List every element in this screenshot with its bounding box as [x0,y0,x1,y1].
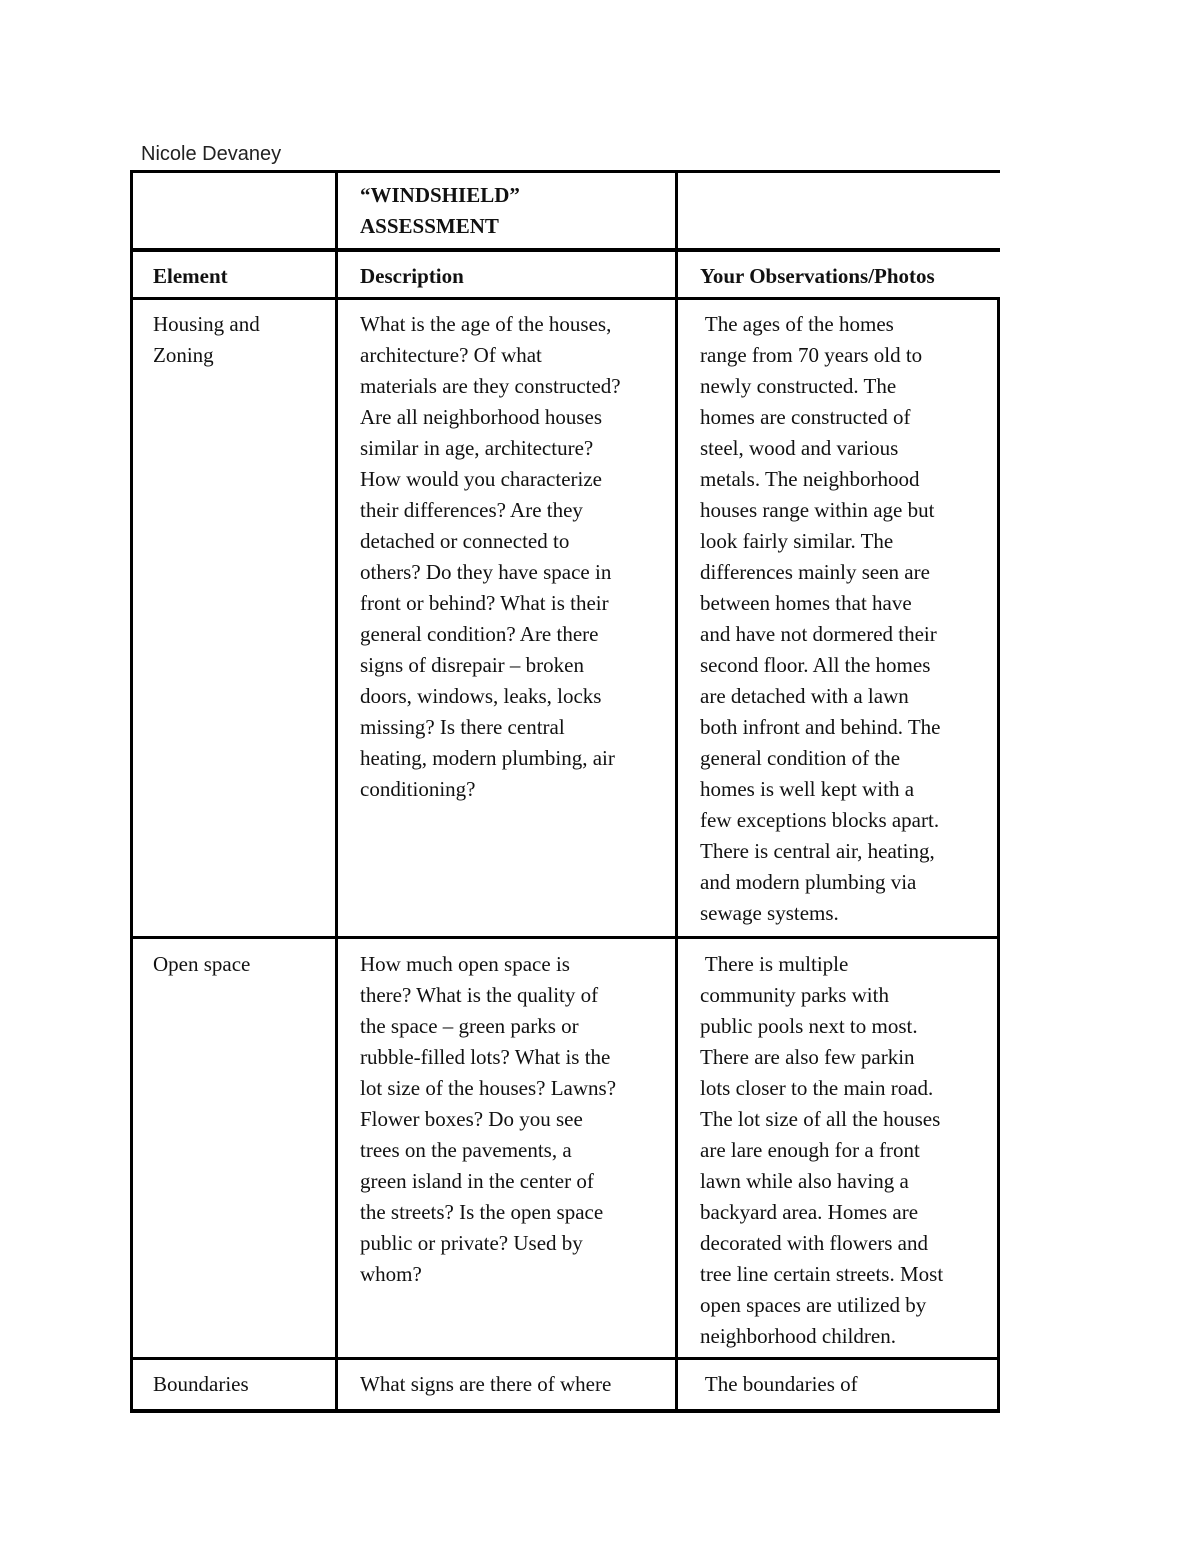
title-row-divider [130,248,1000,252]
author-name: Nicole Devaney [141,143,282,165]
header-description: Description [360,264,464,288]
housing-description: What is the age of the houses, architecture? Of what materials are they constructed? Are all neighborhood houses similar in age, architecture? How would you characterize their differences? Are they detached or connected to others? Do they have space in front or behind? What is their general condition? Are there signs of disrepair – broken doors, windows, leaks, locks missing? Is there central heating, modern plumbing, air conditioning? [360,312,621,801]
open-space-row-divider [130,1357,1000,1360]
boundaries-observations: The boundaries of [700,1372,858,1396]
header-observations: Your Observations/Photos [700,264,935,288]
table-left-border [130,170,133,1413]
housing-row-divider [130,936,1000,939]
table-bottom-border [130,1409,1000,1413]
table-title-line-2: ASSESSMENT [360,214,499,238]
table-right-border [997,298,1000,1413]
open-space-observations: There is multiple community parks with public pools next to most. There are also few parkin lots closer to the main road. The lot size of all the houses are lare enough for a front lawn while also having a backyard area. Homes are decorated with flowers and tree line certain streets. Most open spaces are utilized by neighborhood children. [700,952,944,1348]
header-element: Element [153,264,228,288]
boundaries-element: Boundaries [153,1372,249,1396]
table-top-border [130,170,1000,173]
table-title-line-1: “WINDSHIELD” [360,183,520,207]
housing-observations: The ages of the homes range from 70 years old to newly constructed. The homes are constructed of steel, wood and various metals. The neighborhood houses range within age but look fairly similar. The differences mainly seen are between homes that have and have not dormered their second floor. All the homes are detached with a lawn both infront and behind. The general condition of the homes is well kept with a few exceptions blocks apart. There is central air, heating, and modern plumbing via sewage systems. [700,312,941,925]
open-space-description: How much open space is there? What is the quality of the space – green parks or rubble-filled lots? What is the lot size of the houses? Lawns? Flower boxes? Do you see trees on the pavements, a green island in the center of the streets? Is the open space public or private? Used by whom? [360,952,617,1286]
open-space-element: Open space [153,952,251,976]
housing-element: Housing and Zoning [153,312,260,367]
boundaries-description: What signs are there of where [360,1372,612,1396]
header-row-divider [130,297,1000,300]
column-divider-1 [335,170,338,1413]
windshield-assessment-table [130,170,1000,1413]
column-divider-2 [675,170,678,1413]
